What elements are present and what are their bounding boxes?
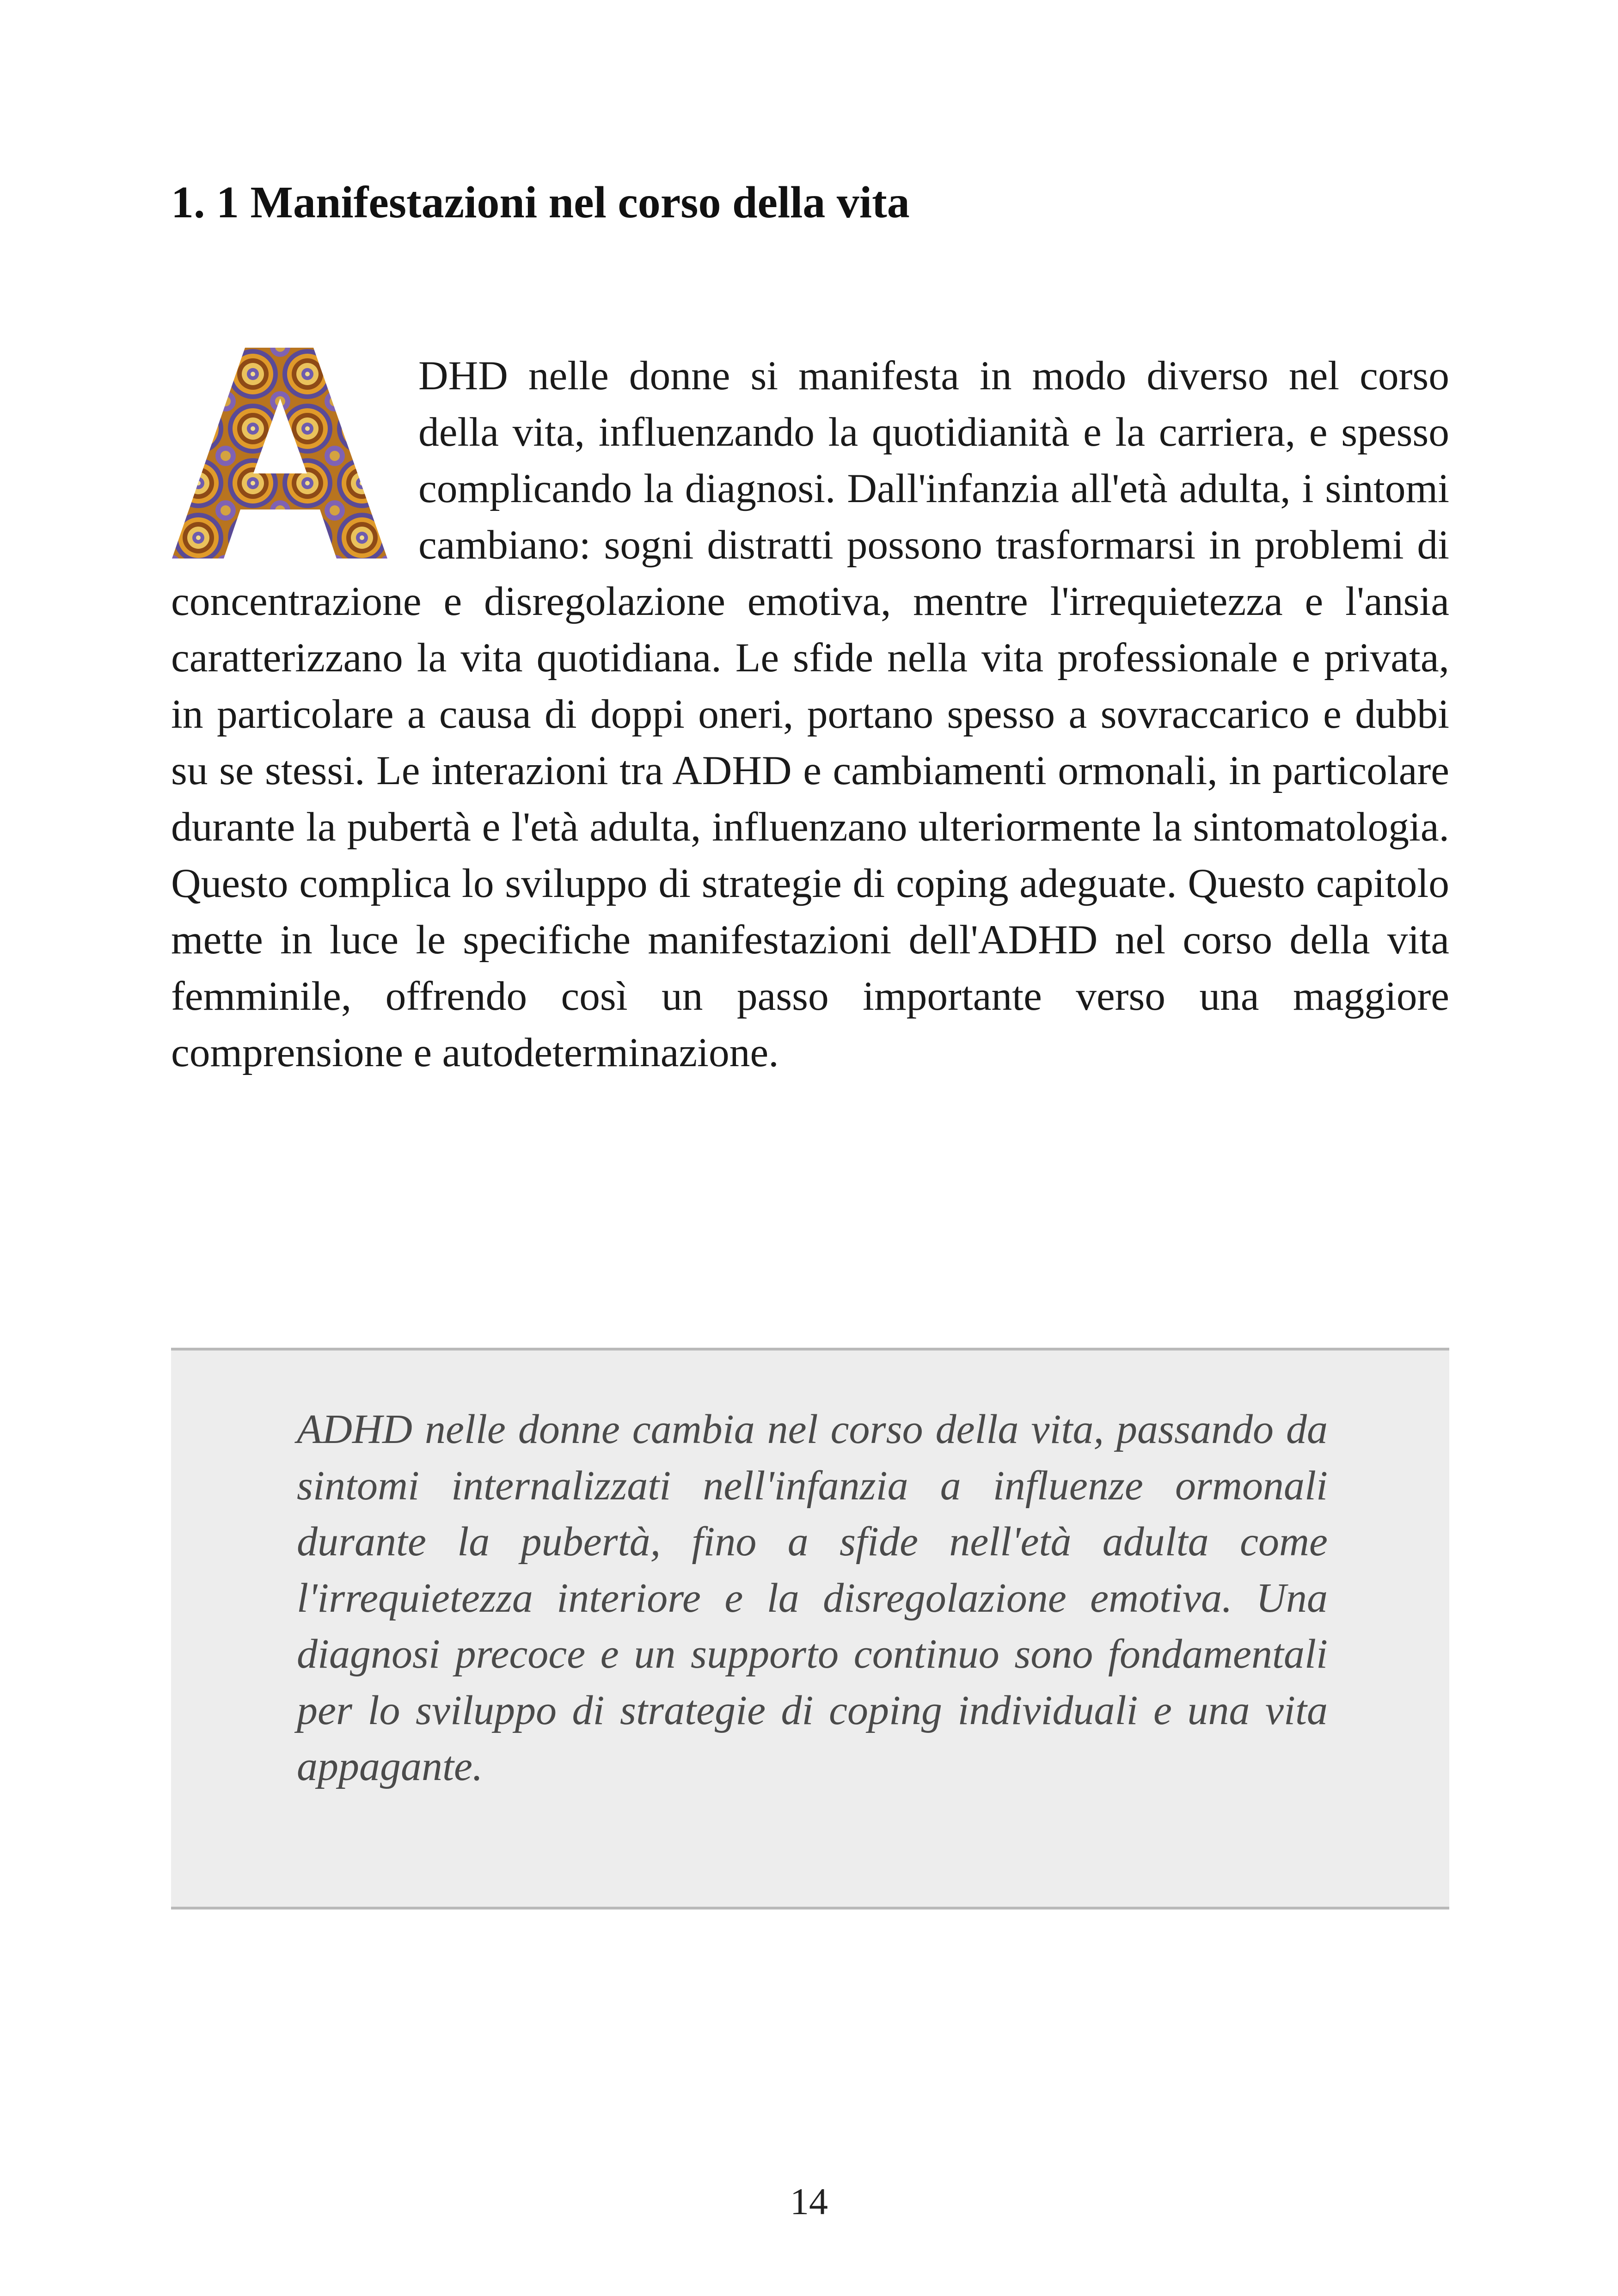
callout-text: ADHD nelle donne cambia nel corso della vita, passando da sintomi internalizzati nell'infanzia a influenze ormonali durante la pubertà, fino a sfide nell'età adulta come l'irrequietezza interiore e la disregolazione emotiva. Una diagnosi precoce e un supporto continuo sono fondamentali per lo sviluppo di strategie di coping individuali e una vita appagante.	[297, 1406, 1328, 1789]
summary-callout	[171, 1348, 1449, 1909]
intro-paragraph	[171, 348, 1449, 1081]
dropcap-letter	[171, 347, 388, 559]
paragraph-text: DHD nelle donne si manifesta in modo diverso nel corso della vita, influenzando la quotidianità e la carriera, e spesso complicando la diagnosi. Dall'infanzia all'età adulta, i sintomi cambiano: sogni distratti possono trasformarsi in problemi di concentrazione e disregolazione emotiva, mentre l'irrequietezza e l'ansia caratterizzano la vita quotidiana. Le sfide nella vita professionale e privata, in particolare a causa di doppi oneri, portano spesso a sovraccarico e dubbi su se stessi. Le interazioni tra ADHD e cambiamenti ormonali, in particolare durante la pubertà e l'età adulta, influenzano ulteriormente la sintomatologia. Questo complica lo sviluppo di strategie di coping adeguate. Questo capitolo mette in luce le specifiche manifestazioni dell'ADHD nel corso della vita femminile, offrendo così un passo importante verso una maggiore comprensione e autodeterminazione.	[171, 353, 1449, 1075]
decorated-letter-a-icon	[171, 347, 388, 559]
page-number: 14	[790, 2180, 828, 2222]
section-title: 1. 1 Manifestazioni nel corso della vita	[171, 178, 910, 227]
